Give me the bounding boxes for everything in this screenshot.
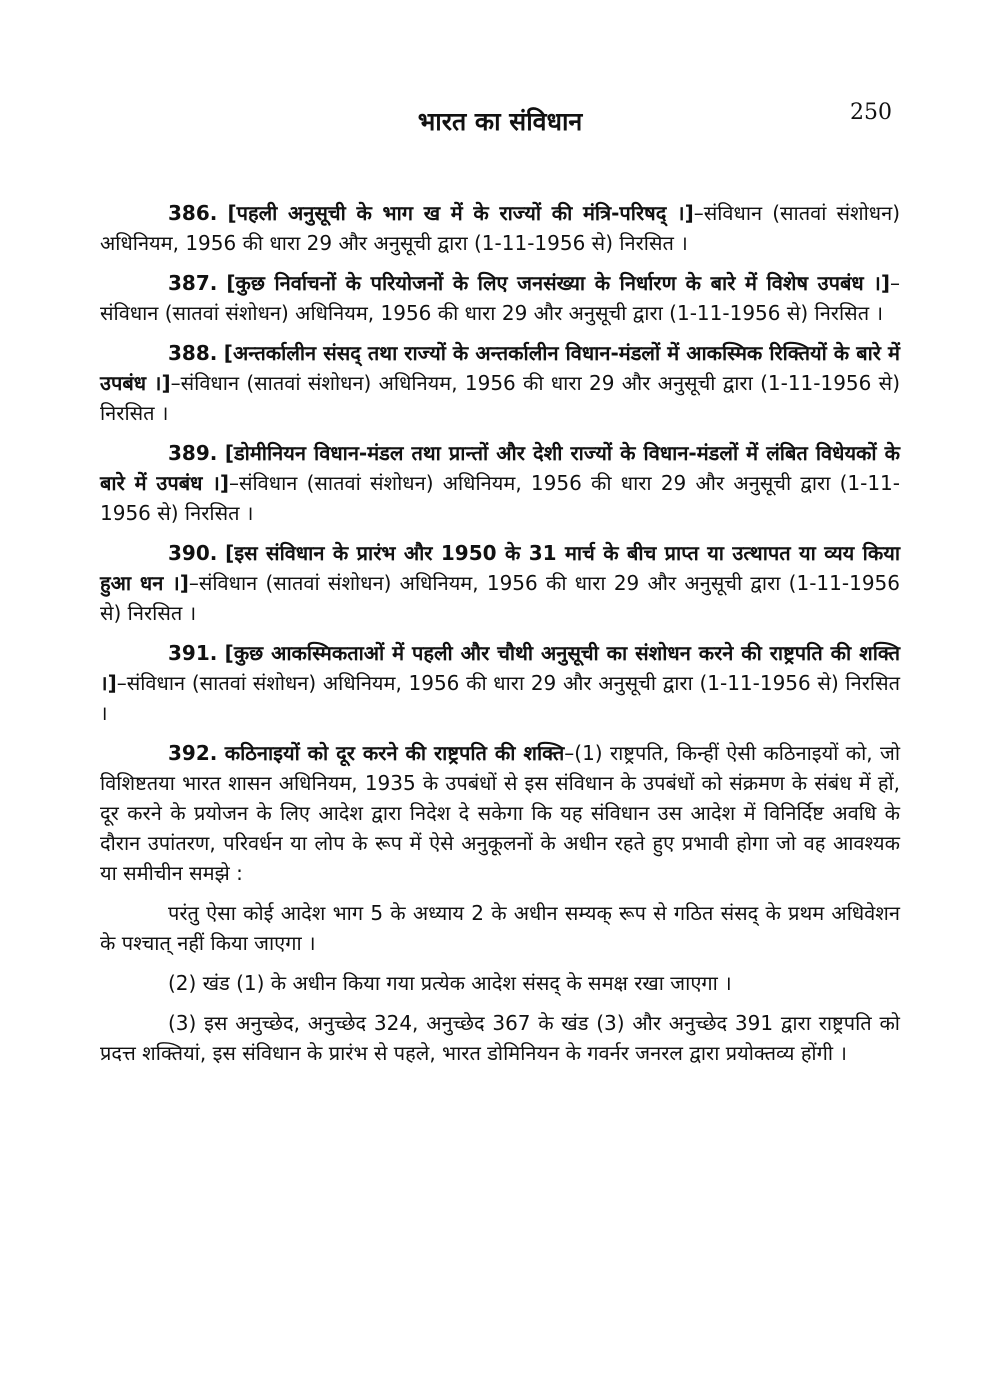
article-392 — [100, 738, 900, 888]
article-number: 388. — [168, 341, 218, 365]
article-391 — [100, 638, 900, 728]
article-number: 387. — [168, 271, 218, 295]
document-body — [100, 198, 900, 1078]
article-390 — [100, 538, 900, 628]
article-heading: कठिनाइयों को दूर करने की राष्ट्रपति की शक्ति — [224, 741, 565, 765]
article-386 — [100, 198, 900, 258]
proviso: परंतु ऐसा कोई आदेश भाग 5 के अध्याय 2 के अधीन सम्यक् रूप से गठित संसद् के प्रथम अधिवेशन के पश्चात् नहीं किया जाएगा । — [100, 901, 900, 955]
page-title: भारत का संविधान — [417, 107, 583, 136]
article-text: –संविधान (सातवां संशोधन) अधिनियम, 1956 की धारा 29 और अनुसूची द्वारा (1-11-1956 से) निरसित । — [100, 371, 900, 425]
page-number: 250 — [850, 100, 892, 125]
article-heading: [कुछ आकस्मिकताओं में पहली और चौथी अनुसूची का संशोधन करने की राष्ट्रपति की शक्ति ।] — [100, 641, 900, 695]
clause-3: (3) इस अनुच्छेद, अनुच्छेद 324, अनुच्छेद 367 के खंड (3) और अनुच्छेद 391 द्वारा राष्ट्रपति को प्रदत्त शक्तियां, इस संविधान के प्रारंभ से पहले, भारत डोमिनियन के गवर्नर जनरल द्वारा प्रयोक्तव्य होंगी । — [100, 1011, 900, 1065]
article-heading: [अन्तर्कालीन संसद् तथा राज्यों के अन्तर्कालीन विधान-मंडलों में आकस्मिक रिक्तियों के बारे में उपबंध ।] — [100, 341, 900, 395]
article-388 — [100, 338, 900, 428]
article-number: 389. — [168, 441, 218, 465]
article-text: –संविधान (सातवां संशोधन) अधिनियम, 1956 की धारा 29 और अनुसूची द्वारा (1-11-1956 से) निरसित । — [100, 271, 900, 325]
article-number: 390. — [168, 541, 218, 565]
article-number: 392. — [168, 741, 218, 765]
article-389 — [100, 438, 900, 528]
article-text: –संविधान (सातवां संशोधन) अधिनियम, 1956 की धारा 29 और अनुसूची द्वारा (1-11-1956 से) निरसित । — [100, 471, 901, 525]
clause-2: (2) खंड (1) के अधीन किया गया प्रत्येक आदेश संसद् के समक्ष रखा जाएगा । — [168, 971, 732, 995]
article-heading: [पहली अनुसूची के भाग ख में के राज्यों की मंत्रि-परिषद् ।] — [227, 201, 694, 225]
article-heading: [डोमीनियन विधान-मंडल तथा प्रान्तों और देशी राज्यों के विधान-मंडलों में लंबित विधेयकों के बारे में उपबंध ।] — [100, 441, 901, 495]
article-text: –संविधान (सातवां संशोधन) अधिनियम, 1956 की धारा 29 और अनुसूची द्वारा (1-11-1956 से) निरसित । — [100, 671, 900, 725]
article-number: 391. — [168, 641, 218, 665]
article-text: –संविधान (सातवां संशोधन) अधिनियम, 1956 की धारा 29 और अनुसूची द्वारा (1-11-1956 से) निरसित । — [100, 571, 900, 625]
article-text: –(1) राष्ट्रपति, किन्हीं ऐसी कठिनाइयों को, जो विशिष्टतया भारत शासन अधिनियम, 1935 के उपबंधों से इस संविधान के उपबंधों को संक्रमण के संबंध में हों, दूर करने के प्रयोजन के लिए आदेश द्वारा निदेश दे सकेगा कि यह संविधान उस आदेश में विनिर्दिष्ट अवधि के दौरान उपांतरण, परिवर्धन या लोप के रूप में ऐसे अनुकूलनों के अधीन रहते हुए प्रभावी होगा जो वह आवश्यक या समीचीन समझे : — [100, 741, 900, 885]
article-text: –संविधान (सातवां संशोधन) अधिनियम, 1956 की धारा 29 और अनुसूची द्वारा (1-11-1956 से) निरसित । — [100, 201, 901, 255]
article-heading: [इस संविधान के प्रारंभ और 1950 के 31 मार्च के बीच प्राप्त या उत्थापत या व्यय किया हुआ धन ।] — [100, 541, 901, 595]
article-387 — [100, 268, 900, 328]
article-number: 386. — [168, 201, 218, 225]
article-heading: [कुछ निर्वाचनों के परियोजनों के लिए जनसंख्या के निर्धारण के बारे में विशेष उपबंध ।] — [226, 271, 890, 295]
